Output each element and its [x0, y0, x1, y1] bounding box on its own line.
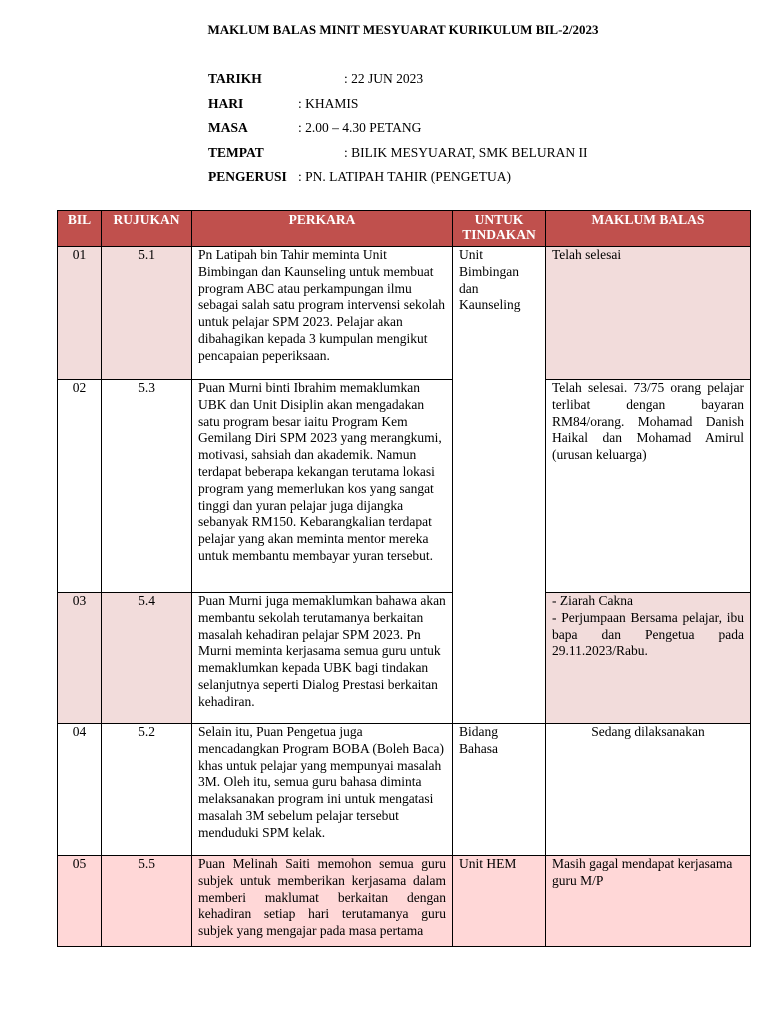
table-header-row	[58, 211, 751, 247]
cell-rujukan: 5.5	[102, 856, 192, 947]
meta-value-hari: : KHAMIS	[298, 95, 359, 111]
minutes-feedback-table	[57, 210, 751, 947]
meta-label-tempat: TEMPAT	[208, 144, 264, 160]
table-row	[58, 724, 751, 856]
header-maklum-balas: MAKLUM BALAS	[546, 211, 751, 247]
meta-value-masa: : 2.00 – 4.30 PETANG	[298, 120, 422, 135]
header-untuk-tindakan: UNTUK TINDAKAN	[453, 211, 546, 247]
document-title: MAKLUM BALAS MINIT MESYUARAT KURIKULUM BIL-2/2023	[207, 22, 599, 37]
cell-perkara: Selain itu, Puan Pengetua juga mencadangkan Program BOBA (Boleh Baca) khas untuk pelajar yang mempunyai masalah 3M. Oleh itu, semua guru bahasa diminta melaksanakan program ini untuk mengatasi masalah 3M sebelum pelajar tersebut menduduki SPM kelak.	[192, 724, 453, 856]
meta-value-tarikh: : 22 JUN 2023	[344, 71, 424, 86]
table-row	[58, 380, 751, 593]
cell-rujukan: 5.2	[102, 724, 192, 856]
cell-maklum-balas: Sedang dilaksanakan	[546, 724, 751, 856]
cell-bil: 04	[58, 724, 102, 856]
cell-bil: 02	[58, 380, 102, 593]
cell-maklum-balas: Telah selesai. 73/75 orang pelajar terlibat dengan bayaran RM84/orang. Mohamad Danish Haikal dan Mohamad Amirul (urusan keluarga)	[546, 380, 751, 593]
meta-value-tempat: : BILIK MESYUARAT, SMK BELURAN II	[344, 144, 588, 160]
table-row	[58, 247, 751, 380]
cell-maklum-balas: Telah selesai	[546, 247, 751, 380]
meta-value-pengerusi: : PN. LATIPAH TAHIR (PENGETUA)	[298, 169, 512, 184]
cell-untuk-tindakan: Unit HEM	[453, 856, 546, 947]
meta-label-hari: HARI	[208, 95, 244, 111]
cell-rujukan: 5.3	[102, 380, 192, 593]
table-row	[58, 856, 751, 947]
maklum-balas-line: - Ziarah Cakna	[552, 593, 633, 608]
maklum-balas-line: - Perjumpaan Bersama pelajar, ibu bapa dan Pengetua pada 29.11.2023/Rabu.	[552, 609, 744, 659]
cell-maklum-balas	[546, 593, 751, 724]
cell-rujukan: 5.1	[102, 247, 192, 380]
cell-rujukan: 5.4	[102, 593, 192, 724]
cell-untuk-tindakan: Bidang Bahasa	[453, 724, 546, 856]
meta-label-tarikh: TARIKH	[208, 71, 262, 86]
cell-untuk-tindakan: Unit Bimbingan dan Kaunseling	[453, 247, 546, 724]
header-perkara: PERKARA	[192, 211, 453, 247]
meta-label-pengerusi: PENGERUSI	[208, 169, 287, 184]
cell-perkara: Puan Murni binti Ibrahim memaklumkan UBK dan Unit Disiplin akan mengadakan satu program besar iaitu Program Kem Gemilang Diri SPM 2023 yang merangkumi, motivasi, sahsiah dan akademik. Namun terdapat beberapa kekangan terutama lokasi program yang memerlukan kos yang sangat tinggi dan yuran pelajar juga dijangka sebanyak RM150. Kebarangkalian terdapat pelajar yang akan meminta mentor mereka untuk membantu membayar yuran tersebut.	[192, 380, 453, 593]
cell-maklum-balas: Masih gagal mendapat kerjasama guru M/P	[546, 856, 751, 947]
cell-perkara: Puan Melinah Saiti memohon semua guru subjek untuk memberikan kerjasama dalam memberi maklumat berkaitan dengan kehadiran setiap hari terutamanya guru subjek yang mengajar pada masa pertama	[192, 856, 453, 947]
cell-perkara: Puan Murni juga memaklumkan bahawa akan membantu sekolah terutamanya berkaitan masalah kehadiran pelajar SPM 2023. Pn Murni meminta kerjasama semua guru untuk memaklumkan kepada UBK bagi tindakan selanjutnya seperti Dialog Prestasi berkaitan kehadiran.	[192, 593, 453, 724]
cell-bil: 05	[58, 856, 102, 947]
meta-label-masa: MASA	[208, 120, 248, 135]
header-rujukan: RUJUKAN	[102, 211, 192, 247]
cell-bil: 03	[58, 593, 102, 724]
table-row	[58, 593, 751, 724]
cell-bil: 01	[58, 247, 102, 380]
header-bil: BIL	[58, 211, 102, 247]
cell-perkara: Pn Latipah bin Tahir meminta Unit Bimbingan dan Kaunseling untuk membuat program ABC atau perkampungan ilmu sebagai salah satu program intervensi sekolah untuk pelajar SPM 2023. Pelajar akan dibahagikan kepada 3 kumpulan mengikut pencapaian peperiksaan.	[192, 247, 453, 380]
